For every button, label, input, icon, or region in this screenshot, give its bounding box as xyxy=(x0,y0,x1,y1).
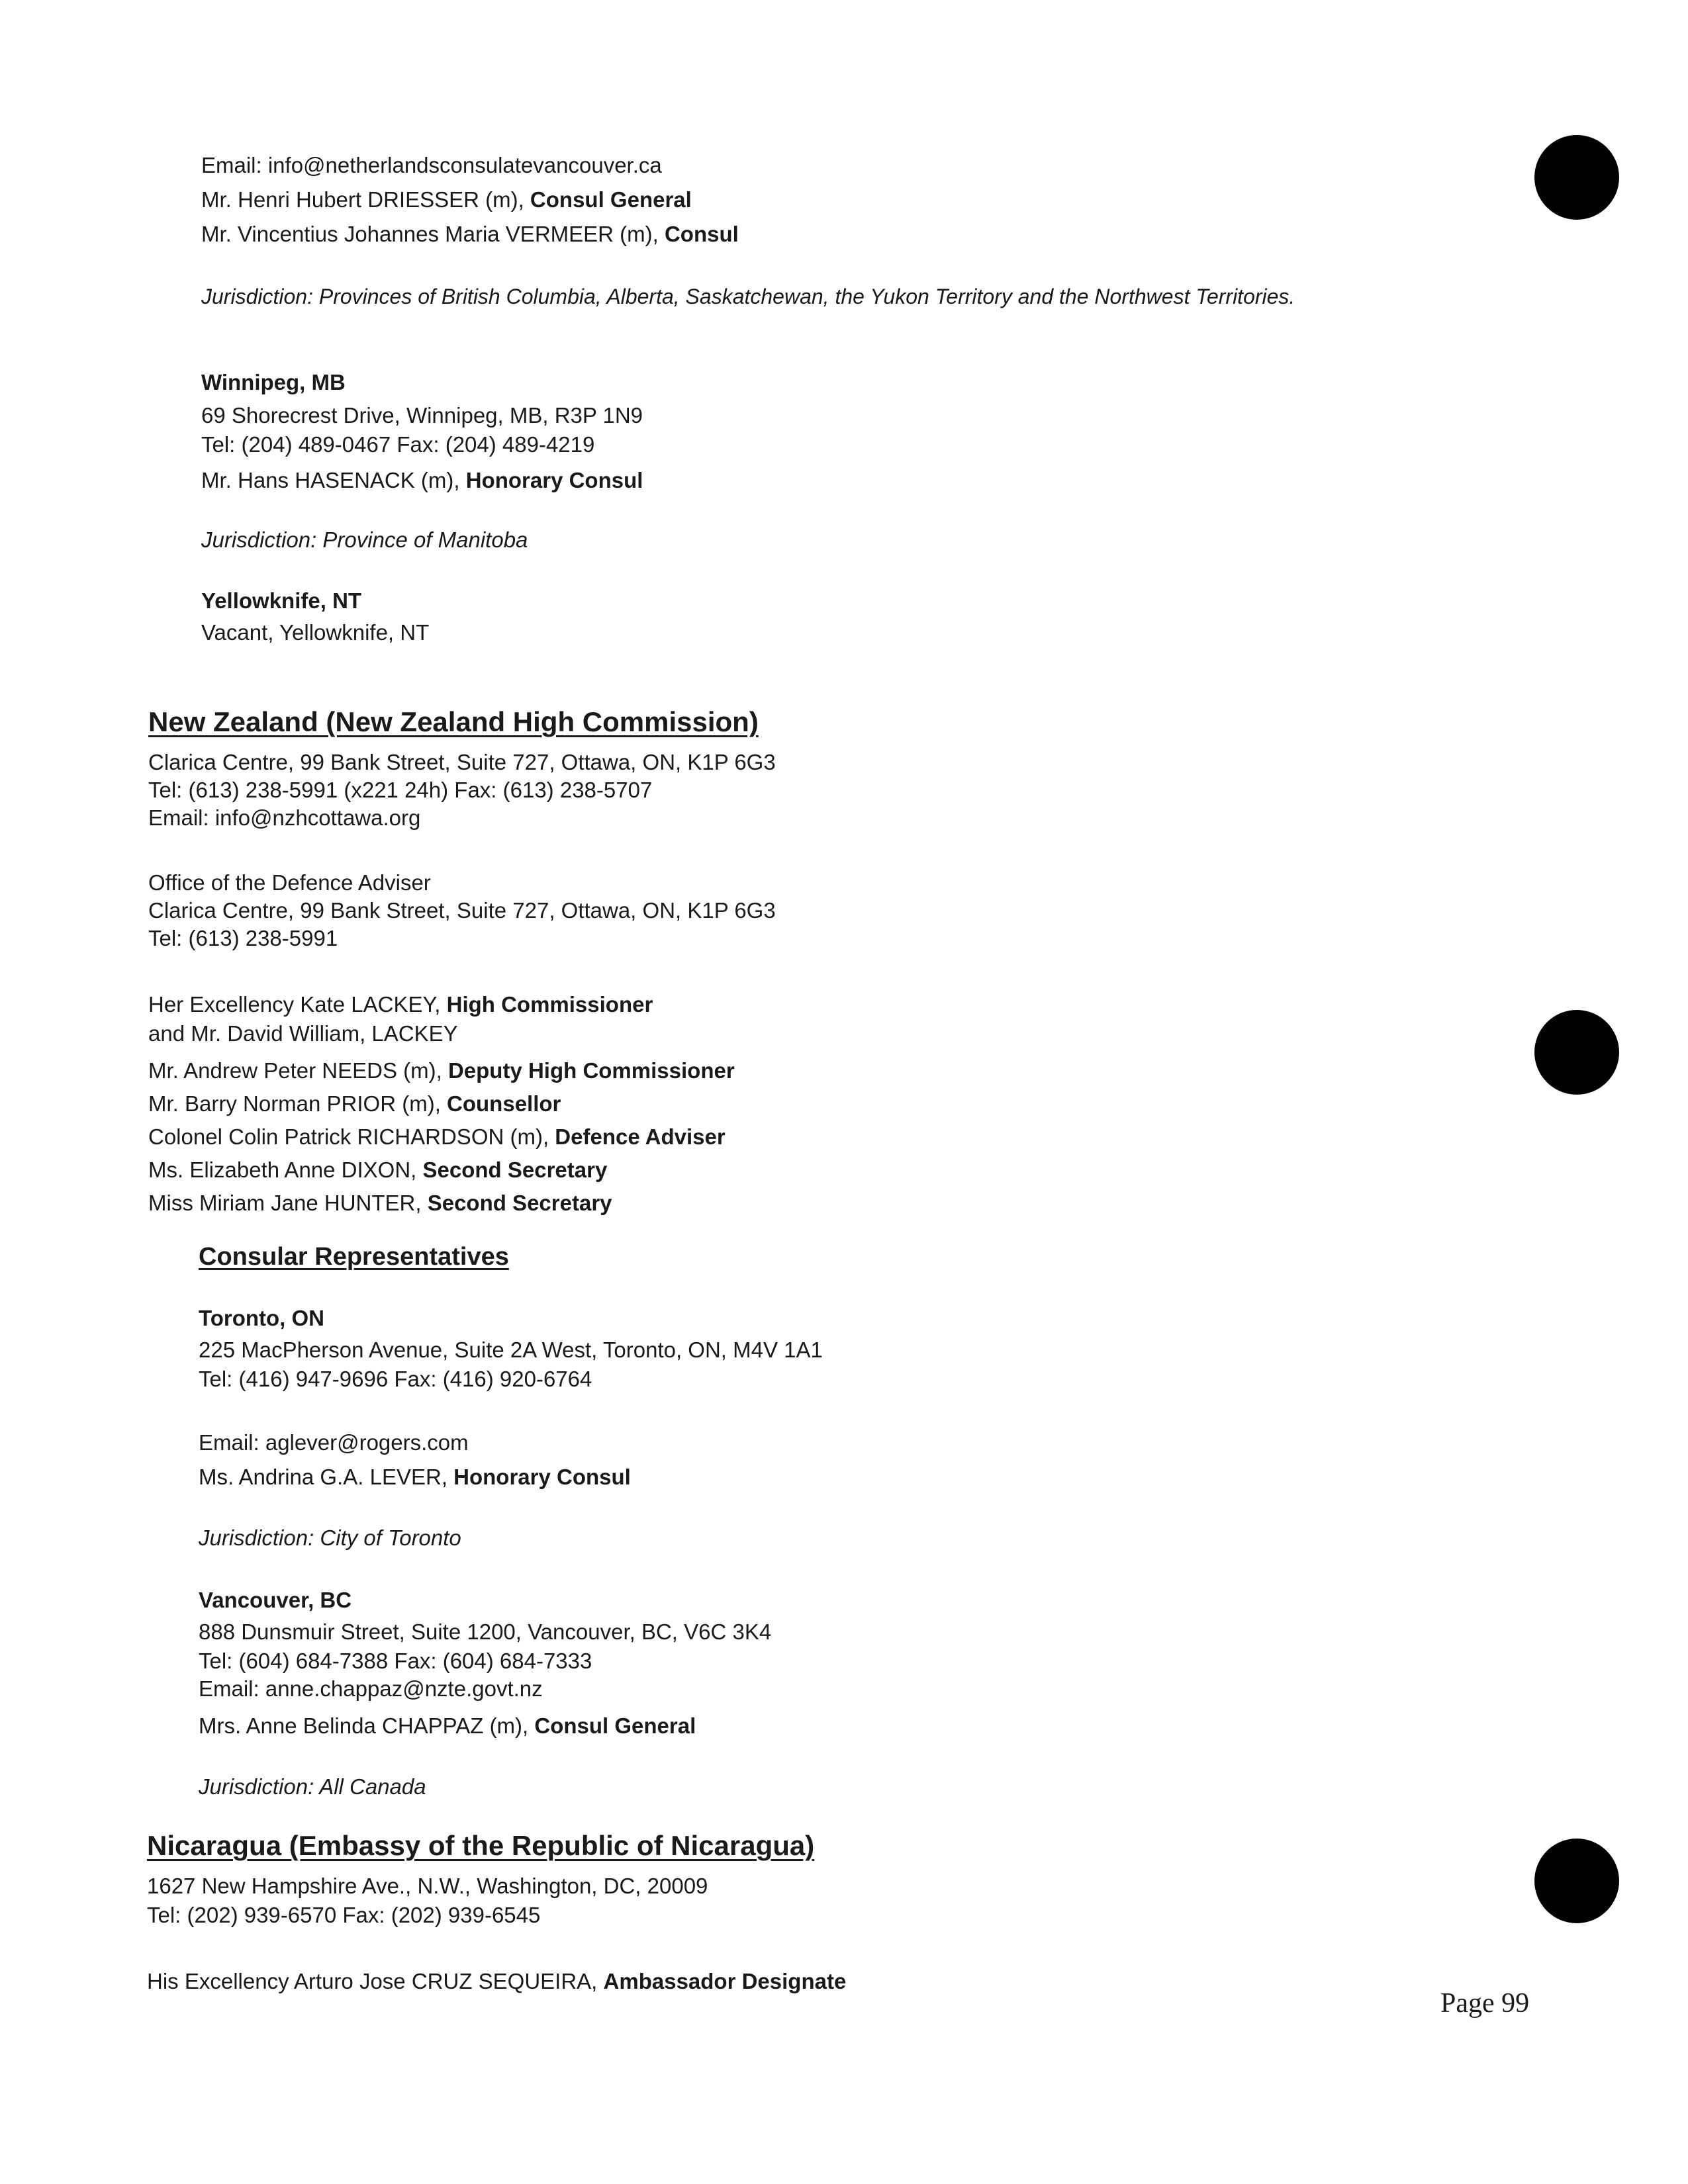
staff-title: Honorary Consul xyxy=(453,1465,631,1489)
city-heading: Vancouver, BC xyxy=(199,1588,352,1612)
staff-name: Mrs. Anne Belinda CHAPPAZ (m), xyxy=(199,1713,535,1738)
staff-line xyxy=(148,991,653,1018)
jurisdiction-note: Jurisdiction: City of Toronto xyxy=(199,1525,461,1550)
staff-title: Counsellor xyxy=(447,1091,561,1116)
phone-fax: Tel: (202) 939-6570 Fax: (202) 939-6545 xyxy=(147,1903,541,1927)
office-heading: Office of the Defence Adviser xyxy=(148,870,431,895)
punch-hole xyxy=(1534,1010,1619,1095)
staff-name: Ms. Elizabeth Anne DIXON, xyxy=(148,1158,423,1182)
jurisdiction-note: Jurisdiction: Province of Manitoba xyxy=(201,527,528,552)
address: 888 Dunsmuir Street, Suite 1200, Vancouver, BC, V6C 3K4 xyxy=(199,1619,772,1644)
city-heading: Yellowknife, NT xyxy=(201,588,362,613)
consular-heading: Consular Representatives xyxy=(199,1243,509,1271)
staff-title: High Commissioner xyxy=(446,992,653,1017)
staff-line xyxy=(201,467,643,494)
staff-title: Consul General xyxy=(530,187,692,212)
phone-fax: Tel: (416) 947-9696 Fax: (416) 920-6764 xyxy=(199,1367,592,1391)
address: Clarica Centre, 99 Bank Street, Suite 727, Ottawa, ON, K1P 6G3 xyxy=(148,898,776,923)
staff-line xyxy=(148,1091,561,1117)
phone-fax: Tel: (204) 489-0467 Fax: (204) 489-4219 xyxy=(201,432,595,457)
staff-line xyxy=(201,221,739,248)
city-heading: Winnipeg, MB xyxy=(201,370,346,394)
consulate-email: Email: info@netherlandsconsulatevancouver.ca xyxy=(201,153,662,177)
staff-name: Her Excellency Kate LACKEY, xyxy=(148,992,447,1017)
staff-name: Colonel Colin Patrick RICHARDSON (m), xyxy=(148,1124,555,1149)
jurisdiction-note: Jurisdiction: Provinces of British Columbia, Alberta, Saskatchewan, the Yukon Territory and the Northwest Territories. xyxy=(201,285,1295,308)
staff-line xyxy=(199,1464,631,1490)
page-number: Page 99 xyxy=(1440,1988,1530,2019)
staff-line xyxy=(147,1968,846,1995)
staff-title: Ambassador Designate xyxy=(603,1969,847,1993)
staff-name: Ms. Andrina G.A. LEVER, xyxy=(199,1465,454,1489)
phone: Tel: (613) 238-5991 xyxy=(148,926,338,950)
city-heading: Toronto, ON xyxy=(199,1306,325,1330)
country-heading: Nicaragua (Embassy of the Republic of Nicaragua) xyxy=(147,1830,815,1861)
staff-name: Miss Miriam Jane HUNTER, xyxy=(148,1191,428,1215)
staff-name: Mr. Hans HASENACK (m), xyxy=(201,468,466,492)
staff-title: Defence Adviser xyxy=(555,1124,726,1149)
punch-hole xyxy=(1534,135,1619,220)
staff-name: His Excellency Arturo Jose CRUZ SEQUEIRA, xyxy=(147,1969,604,1993)
country-heading: New Zealand (New Zealand High Commission) xyxy=(148,706,759,737)
staff-line xyxy=(148,1157,607,1183)
staff-line xyxy=(148,1190,612,1216)
staff-title: Deputy High Commissioner xyxy=(447,1058,735,1083)
staff-name: Mr. Henri Hubert DRIESSER (m), xyxy=(201,187,530,212)
jurisdiction-note: Jurisdiction: All Canada xyxy=(199,1774,426,1799)
email: Email: info@nzhcottawa.org xyxy=(148,805,421,830)
staff-line xyxy=(201,187,692,213)
staff-line xyxy=(199,1713,696,1739)
staff-name: Mr. Vincentius Johannes Maria VERMEER (m), xyxy=(201,222,665,246)
phone-fax: Tel: (604) 684-7388 Fax: (604) 684-7333 xyxy=(199,1649,592,1673)
staff-name: and Mr. David William, LACKEY xyxy=(148,1021,458,1046)
staff-name: Mr. Barry Norman PRIOR (m), xyxy=(148,1091,447,1116)
staff-line xyxy=(148,1124,726,1150)
phone-fax: Tel: (613) 238-5991 (x221 24h) Fax: (613) 238-5707 xyxy=(148,778,653,802)
staff-title: Consul xyxy=(664,222,739,246)
address: 225 MacPherson Avenue, Suite 2A West, Toronto, ON, M4V 1A1 xyxy=(199,1338,823,1362)
staff-line xyxy=(148,1021,458,1047)
punch-hole xyxy=(1534,1839,1619,1923)
vacant-note: Vacant, Yellowknife, NT xyxy=(201,620,430,645)
address: 69 Shorecrest Drive, Winnipeg, MB, R3P 1N9 xyxy=(201,403,643,428)
staff-line xyxy=(148,1058,735,1084)
email: Email: aglever@rogers.com xyxy=(199,1430,469,1455)
staff-title: Second Secretary xyxy=(422,1158,608,1182)
address: 1627 New Hampshire Ave., N.W., Washington, DC, 20009 xyxy=(147,1874,708,1898)
address: Clarica Centre, 99 Bank Street, Suite 727, Ottawa, ON, K1P 6G3 xyxy=(148,750,776,774)
staff-name: Mr. Andrew Peter NEEDS (m), xyxy=(148,1058,448,1083)
staff-title: Honorary Consul xyxy=(465,468,643,492)
staff-title: Second Secretary xyxy=(427,1191,612,1215)
staff-title: Consul General xyxy=(534,1713,696,1738)
email: Email: anne.chappaz@nzte.govt.nz xyxy=(199,1676,543,1701)
